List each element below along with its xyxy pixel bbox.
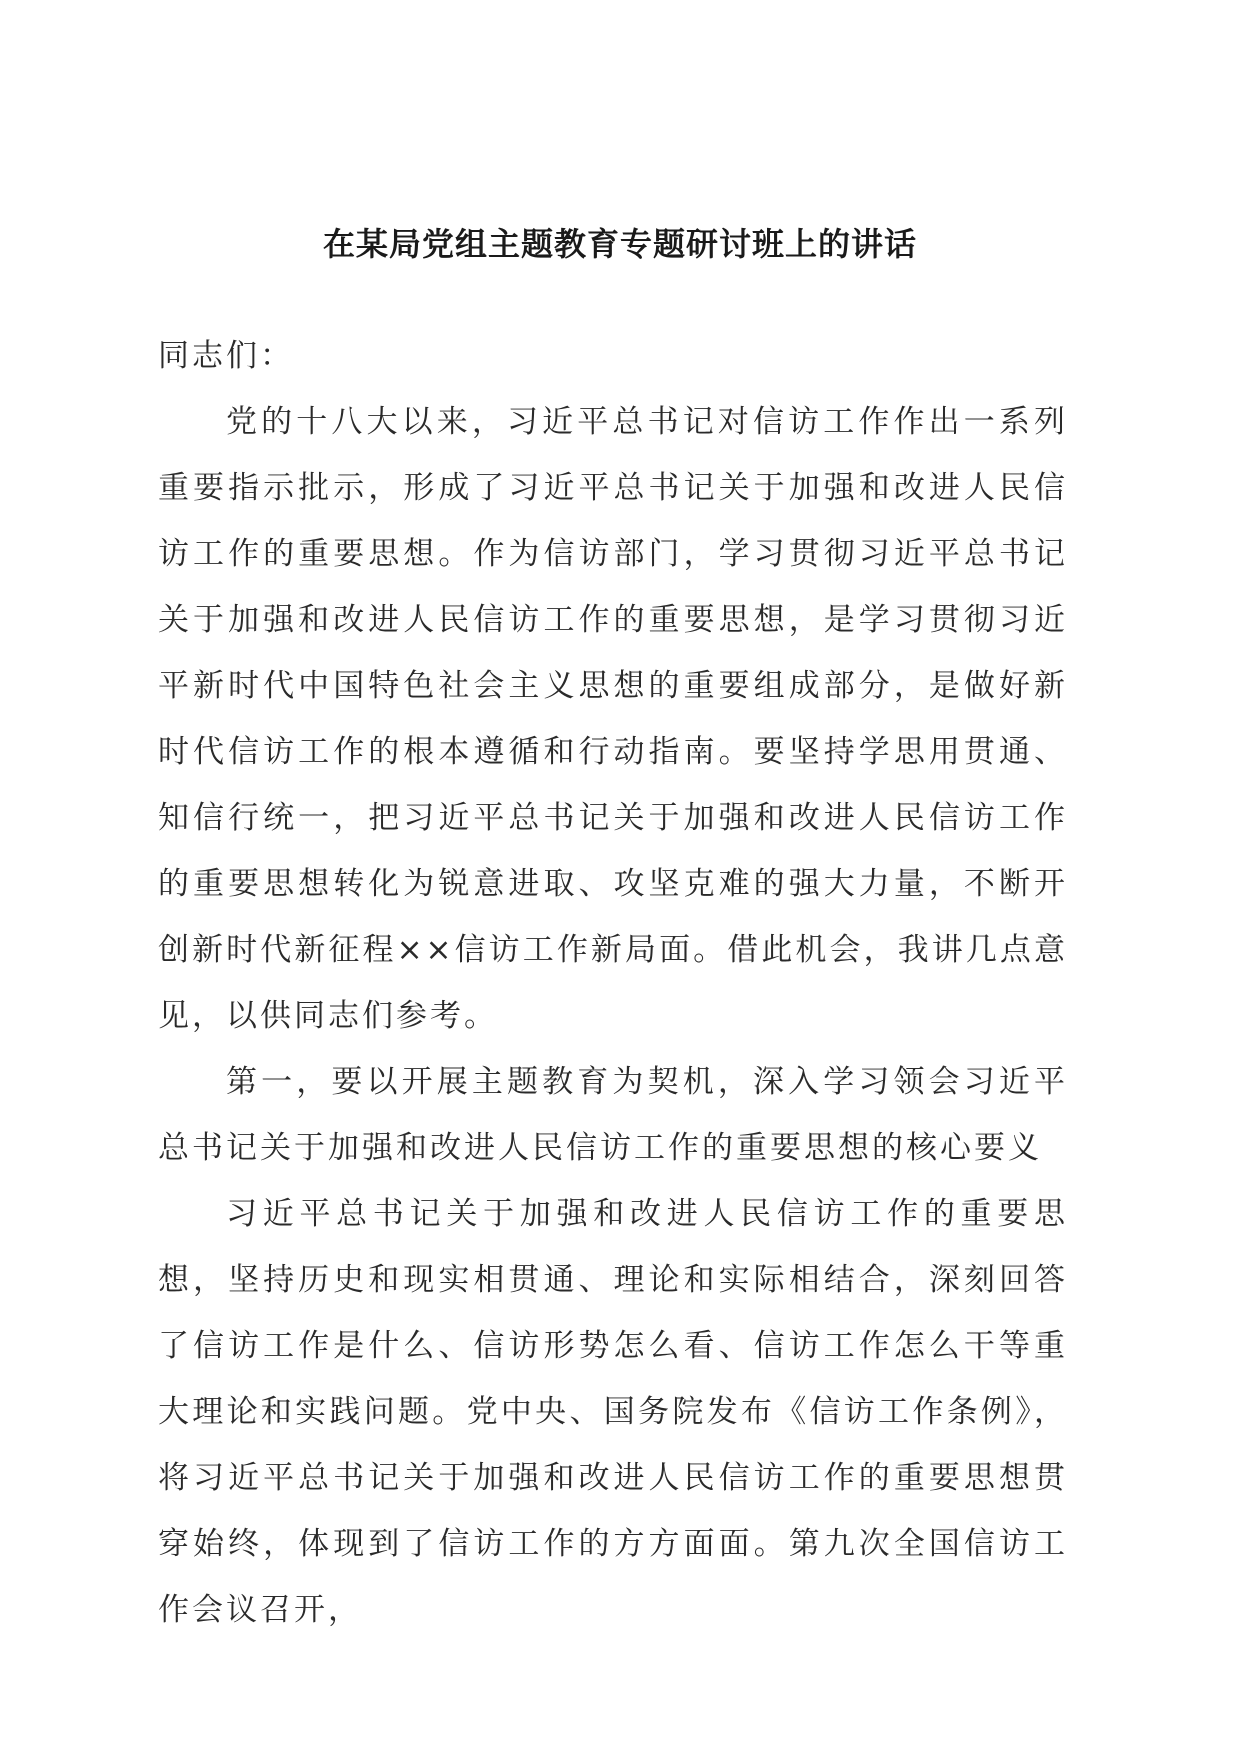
document-body xyxy=(158,323,1068,1643)
salutation: 同志们： xyxy=(158,338,294,374)
paragraph: 党的十八大以来，习近平总书记对信访工作作出一系列重要指示批示，形成了习近平总书记关于加强和改进人民信访工作的重要思想。作为信访部门，学习贯彻习近平总书记关于加强和改进人民信访工作的重要思想，是学习贯彻习近平新时代中国特色社会主义思想的重要组成部分，是做好新时代信访工作的根本遵循和行动指南。要坚持学思用贯通、知信行统一，把习近平总书记关于加强和改进人民信访工作的重要思想转化为锐意进取、攻坚克难的强大力量，不断开创新时代新征程××信访工作新局面。借此机会，我讲几点意见，以供同志们参考。 xyxy=(158,404,1068,1034)
paragraph: 习近平总书记关于加强和改进人民信访工作的重要思想，坚持历史和现实相贯通、理论和实际相结合，深刻回答了信访工作是什么、信访形势怎么看、信访工作怎么干等重大理论和实践问题。党中央、国务院发布《信访工作条例》，将习近平总书记关于加强和改进人民信访工作的重要思想贯穿始终，体现到了信访工作的方方面面。第九次全国信访工作会议召开， xyxy=(158,1196,1068,1628)
section-heading: 第一，要以开展主题教育为契机，深入学习领会习近平总书记关于加强和改进人民信访工作的重要思想的核心要义 xyxy=(158,1064,1068,1166)
document-title: 在某局党组主题教育专题研讨班上的讲话 xyxy=(322,225,917,263)
